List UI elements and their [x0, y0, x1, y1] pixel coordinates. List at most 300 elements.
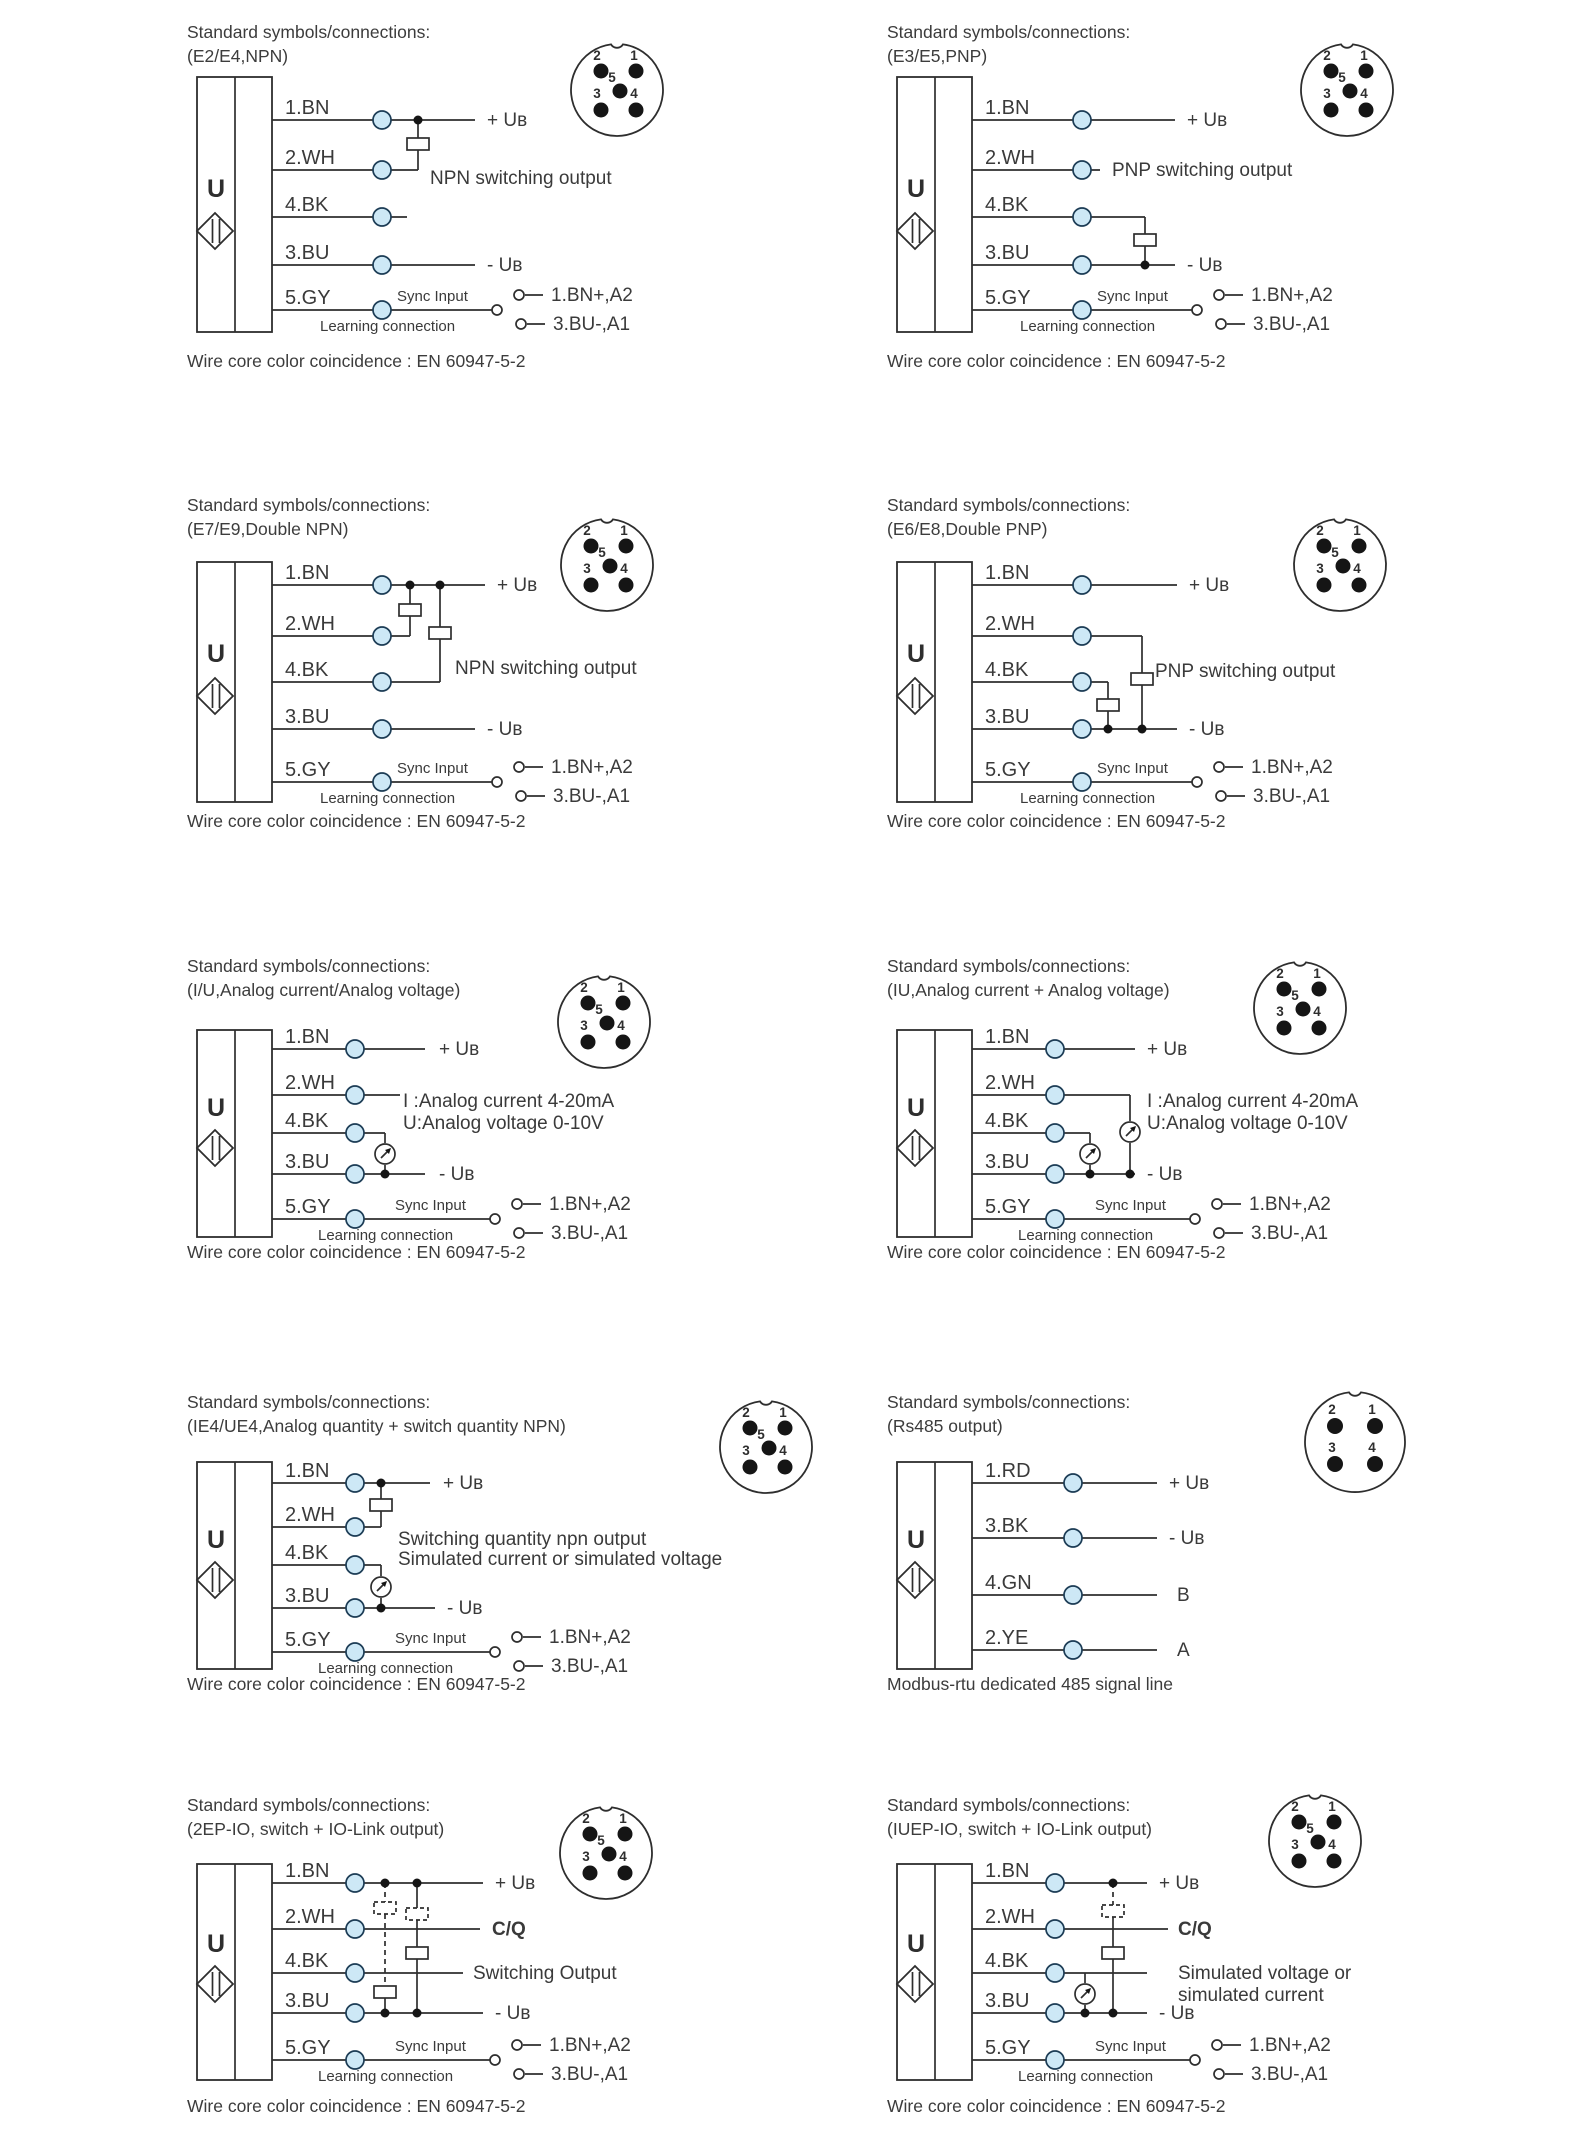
wire-connection-point — [1073, 256, 1091, 274]
terminal-label-plus: 1.BN+,A2 — [1251, 757, 1333, 778]
block-footer-note: Wire core color coincidence : EN 60947-5-2 — [187, 351, 526, 371]
junction-dot — [413, 1879, 422, 1888]
block-subtitle: (Rs485 output) — [887, 1416, 1003, 1436]
pin-dot — [1296, 1002, 1311, 1017]
wire-label: 5.GY — [285, 1629, 331, 1651]
wire-connection-point — [1046, 1040, 1064, 1058]
wire-connection-point — [346, 1643, 364, 1661]
wire-label: 2.WH — [985, 1072, 1035, 1094]
block-subtitle: (IU,Analog current + Analog voltage) — [887, 980, 1170, 1000]
supply-plus-label: + Uʙ — [1187, 110, 1228, 131]
wire-label: 4.BK — [985, 1110, 1029, 1132]
junction-dot — [1109, 1879, 1118, 1888]
junction-dot — [1109, 2009, 1118, 2018]
pin-number: 1 — [779, 1405, 787, 1420]
terminal-label-plus: 1.BN+,A2 — [549, 1194, 631, 1215]
block-footer-note: Wire core color coincidence : EN 60947-5-2 — [187, 1242, 526, 1262]
terminal-circle — [516, 791, 526, 801]
output-label: Switching Output — [473, 1963, 617, 1984]
wire-label: 2.WH — [985, 1906, 1035, 1928]
sync-input-label: Sync Input — [395, 2038, 466, 2055]
supply-minus-label: - Uʙ — [439, 1164, 475, 1185]
wire-label: 3.BU — [985, 1151, 1030, 1173]
pin-dot — [1277, 982, 1292, 997]
wire-connection-point — [346, 1165, 364, 1183]
sensor-symbol — [897, 77, 972, 332]
block-title: Standard symbols/connections: — [187, 495, 431, 515]
pin-number: 5 — [1306, 1821, 1314, 1836]
pin-number: 3 — [1328, 1440, 1336, 1455]
terminal-label-plus: 1.BN+,A2 — [1249, 2035, 1331, 2056]
wire-label: 1.BN — [985, 1028, 1030, 1048]
block-subtitle: (E7/E9,Double NPN) — [187, 519, 349, 539]
wire-label: 2.WH — [985, 147, 1035, 169]
sync-input-label: Sync Input — [1095, 2038, 1166, 2055]
pin-number: 1 — [1368, 1402, 1376, 1417]
wire-connection-point — [1064, 1586, 1082, 1604]
supply-plus-label: + Uʙ — [1147, 1039, 1188, 1060]
wire-connection-point — [346, 1964, 364, 1982]
sensor-symbol — [197, 1462, 272, 1669]
sensor-diamond-icon — [897, 1562, 933, 1598]
sensor-symbol — [897, 1462, 972, 1669]
wiring-diagram — [885, 1460, 1445, 1705]
sensor-diamond-icon — [197, 1130, 233, 1166]
learning-connection-label: Learning connection — [1018, 2068, 1154, 2085]
wire-label: 4.BK — [985, 1950, 1029, 1972]
sensor-symbol — [197, 1030, 272, 1237]
learning-connection-label: Learning connection — [320, 318, 456, 335]
pin-number: 3 — [1276, 1004, 1284, 1019]
supply-minus-label: - Uʙ — [1159, 2003, 1195, 2024]
supply-minus-label: - Uʙ — [1147, 1164, 1183, 1185]
wire-connection-point — [1073, 673, 1091, 691]
pin-number: 1 — [630, 48, 638, 63]
cq-label: C/Q — [1178, 1919, 1212, 1940]
wire-connection-point — [1046, 2004, 1064, 2022]
wire-connection-point — [346, 1599, 364, 1617]
learning-connection-label: Learning connection — [318, 1660, 454, 1677]
terminal-label-minus: 3.BU-,A1 — [553, 786, 631, 807]
terminal-circle — [514, 290, 524, 300]
sensor-u-label: U — [906, 1094, 926, 1122]
rs485-a-label: A — [1177, 1640, 1190, 1661]
sensor-diamond-icon — [197, 1966, 233, 2002]
block-footer-note: Wire core color coincidence : EN 60947-5-2 — [887, 2096, 1226, 2116]
sensor-u-label: U — [206, 175, 226, 203]
terminal-label-minus: 3.BU-,A1 — [551, 1656, 629, 1677]
block-subtitle: (E2/E4,NPN) — [187, 46, 289, 66]
load-resistor-icon — [370, 1499, 392, 1511]
output-label: U:Analog voltage 0-10V — [1147, 1113, 1348, 1134]
sensor-u-label: U — [206, 640, 226, 668]
wiring-diagram — [885, 75, 1445, 365]
terminal-circle — [1212, 1199, 1222, 1209]
supply-plus-label: + Uʙ — [495, 1873, 536, 1894]
terminal-label-plus: 1.BN+,A2 — [549, 1627, 631, 1648]
rs485-b-label: B — [1177, 1585, 1190, 1606]
pin-dot — [778, 1421, 793, 1436]
wire-connection-point — [346, 1518, 364, 1536]
wire-label: 1.BN — [985, 1862, 1030, 1882]
wire-label: 4.BK — [285, 659, 329, 681]
sensor-diamond-icon — [897, 678, 933, 714]
terminal-circle — [514, 1661, 524, 1671]
wire-connection-point — [373, 673, 391, 691]
wire-label: 4.BK — [285, 194, 329, 216]
block-footer-note: Wire core color coincidence : EN 60947-5-2 — [187, 1674, 526, 1694]
wire-connection-point — [373, 256, 391, 274]
terminal-circle — [1216, 791, 1226, 801]
learning-connection-label: Learning connection — [320, 790, 456, 807]
learning-connection-label: Learning connection — [318, 1227, 454, 1244]
pin-dot — [1317, 539, 1332, 554]
output-label: PNP switching output — [1112, 160, 1293, 181]
terminal-label-plus: 1.BN+,A2 — [549, 2035, 631, 2056]
sync-end-circle — [490, 2055, 500, 2065]
block-subtitle: (I/U,Analog current/Analog voltage) — [187, 980, 461, 1000]
junction-dot — [436, 581, 445, 590]
block-footer-note: Wire core color coincidence : EN 60947-5-2 — [187, 2096, 526, 2116]
wire-connection-point — [1046, 2051, 1064, 2069]
output-label: I :Analog current 4-20mA — [403, 1091, 615, 1112]
block-title: Standard symbols/connections: — [187, 956, 431, 976]
sensor-u-label: U — [206, 1930, 226, 1958]
block-title: Standard symbols/connections: — [187, 22, 431, 42]
junction-dot — [1081, 2009, 1090, 2018]
wire-connection-point — [373, 208, 391, 226]
pin-number: 3 — [1316, 561, 1324, 576]
wire-label: 5.GY — [985, 287, 1031, 309]
wiring-diagram — [185, 1862, 745, 2117]
wire-label: 1.BN — [285, 1028, 330, 1048]
pin-number: 3 — [593, 86, 601, 101]
sensor-diamond-icon — [897, 213, 933, 249]
output-label: U:Analog voltage 0-10V — [403, 1113, 604, 1134]
wire-connection-point — [373, 627, 391, 645]
load-resistor-icon — [429, 627, 451, 639]
junction-dot — [377, 1604, 386, 1613]
junction-dot — [381, 1879, 390, 1888]
sensor-u-label: U — [906, 640, 926, 668]
wire-connection-point — [1064, 1529, 1082, 1547]
learning-connection-label: Learning connection — [318, 2068, 454, 2085]
wiring-diagram — [185, 560, 745, 835]
block-title: Standard symbols/connections: — [887, 495, 1131, 515]
junction-dot — [1104, 725, 1113, 734]
sync-input-label: Sync Input — [395, 1197, 466, 1214]
wire-connection-point — [346, 1874, 364, 1892]
sync-input-label: Sync Input — [395, 1630, 466, 1647]
wire-connection-point — [346, 1920, 364, 1938]
junction-dot — [377, 1479, 386, 1488]
supply-plus-label: + Uʙ — [439, 1039, 480, 1060]
wire-connection-point — [1073, 720, 1091, 738]
supply-plus-label: + Uʙ — [443, 1473, 484, 1494]
pin-number: 4 — [617, 1018, 625, 1033]
wire-label: 5.GY — [985, 1196, 1031, 1218]
pin-dot — [1327, 1815, 1342, 1830]
wire-connection-point — [373, 161, 391, 179]
pin-number: 2 — [1323, 48, 1331, 63]
pin-number: 5 — [757, 1427, 765, 1442]
wire-label: 3.BU — [285, 242, 330, 264]
wire-connection-point — [346, 1124, 364, 1142]
wire-connection-point — [1073, 301, 1091, 319]
pin-dot — [1312, 982, 1327, 997]
sync-end-circle — [1192, 305, 1202, 315]
sensor-diamond-icon — [197, 1562, 233, 1598]
wire-label: 3.BU — [285, 706, 330, 728]
block-footer-note: Wire core color coincidence : EN 60947-5-2 — [887, 351, 1226, 371]
pin-number: 3 — [1291, 1837, 1299, 1852]
wire-connection-point — [346, 2004, 364, 2022]
load-resistor-icon — [374, 1902, 396, 1914]
wire-label: 1.BN — [285, 562, 330, 584]
pin-dot — [1311, 1835, 1326, 1850]
junction-dot — [1126, 1170, 1135, 1179]
wire-connection-point — [346, 1086, 364, 1104]
block-footer-note: Wire core color coincidence : EN 60947-5-2 — [887, 811, 1226, 831]
wire-connection-point — [1064, 1474, 1082, 1492]
sensor-u-label: U — [206, 1526, 226, 1554]
block-subtitle: (E3/E5,PNP) — [887, 46, 988, 66]
wire-connection-point — [346, 2051, 364, 2069]
pin-number: 4 — [1360, 86, 1368, 101]
learning-connection-label: Learning connection — [1018, 1227, 1154, 1244]
sync-end-circle — [490, 1647, 500, 1657]
pin-number: 3 — [583, 561, 591, 576]
supply-minus-label: - Uʙ — [447, 1598, 483, 1619]
wiring-diagram — [185, 1460, 745, 1705]
wire-connection-point — [1073, 208, 1091, 226]
wire-connection-point — [1046, 1964, 1064, 1982]
terminal-circle — [1212, 2040, 1222, 2050]
block-footer-note: Modbus-rtu dedicated 485 signal line — [887, 1674, 1174, 1694]
pin-number: 4 — [620, 561, 628, 576]
supply-plus-label: + Uʙ — [497, 575, 538, 596]
sync-end-circle — [492, 305, 502, 315]
pin-number: 1 — [1353, 523, 1361, 538]
wire-label: 3.BK — [985, 1515, 1029, 1537]
sensor-diamond-icon — [897, 1966, 933, 2002]
wire-connection-point — [1073, 111, 1091, 129]
pin-number: 5 — [598, 545, 606, 560]
cq-label: C/Q — [492, 1919, 526, 1940]
pin-number: 4 — [779, 1443, 787, 1458]
load-resistor-icon — [407, 138, 429, 150]
sensor-u-label: U — [206, 1094, 226, 1122]
pin-dot — [1352, 539, 1367, 554]
block-subtitle: (IUEP-IO, switch + IO-Link output) — [887, 1819, 1153, 1839]
pin-number: 1 — [620, 523, 628, 538]
junction-dot — [1086, 1170, 1095, 1179]
sensor-u-label: U — [906, 1526, 926, 1554]
pin-number: 2 — [583, 523, 591, 538]
terminal-label-minus: 3.BU-,A1 — [551, 1223, 629, 1244]
pin-dot — [1327, 1418, 1343, 1434]
wiring-diagram — [185, 1028, 745, 1273]
wire-label: 1.BN — [285, 97, 330, 119]
terminal-label-minus: 3.BU-,A1 — [1251, 1223, 1329, 1244]
block-title: Standard symbols/connections: — [887, 956, 1131, 976]
supply-plus-label: + Uʙ — [1189, 575, 1230, 596]
pin-number: 4 — [1368, 1440, 1376, 1455]
wire-label: 3.BU — [985, 242, 1030, 264]
pin-dot — [778, 1460, 793, 1475]
wire-connection-point — [1073, 627, 1091, 645]
wire-connection-point — [346, 1474, 364, 1492]
pin-number: 5 — [1291, 988, 1299, 1003]
wire-connection-point — [1046, 1165, 1064, 1183]
load-resistor-icon — [1102, 1905, 1124, 1917]
junction-dot — [1141, 261, 1150, 270]
wiring-diagram — [185, 75, 745, 365]
supply-minus-label: - Uʙ — [487, 719, 523, 740]
wire-label: 4.BK — [285, 1110, 329, 1132]
sensor-symbol — [197, 1864, 272, 2080]
pin-number: 4 — [630, 86, 638, 101]
supply-minus-label: - Uʙ — [495, 2003, 531, 2024]
terminal-circle — [516, 319, 526, 329]
load-resistor-icon — [1097, 699, 1119, 711]
terminal-label-minus: 3.BU-,A1 — [1251, 2064, 1329, 2085]
wire-connection-point — [346, 1040, 364, 1058]
block-subtitle: (E6/E8,Double PNP) — [887, 519, 1048, 539]
output-label: Simulated voltage or — [1178, 1963, 1352, 1984]
pin-dot — [584, 539, 599, 554]
pin-number: 5 — [1331, 545, 1339, 560]
wire-label: 4.GN — [985, 1572, 1032, 1594]
supply-minus-label: - Uʙ — [487, 255, 523, 276]
wire-label: 5.GY — [285, 287, 331, 309]
wire-label: 2.WH — [285, 1504, 335, 1526]
block-footer-note: Wire core color coincidence : EN 60947-5-2 — [887, 1242, 1226, 1262]
wire-connection-point — [373, 773, 391, 791]
sensor-diamond-icon — [197, 678, 233, 714]
learning-connection-label: Learning connection — [1020, 318, 1156, 335]
wire-connection-point — [346, 1210, 364, 1228]
wire-label: 3.BU — [985, 1990, 1030, 2012]
block-footer-note: Wire core color coincidence : EN 60947-5-2 — [187, 811, 526, 831]
pin-number: 3 — [580, 1018, 588, 1033]
junction-dot — [381, 1170, 390, 1179]
pin-number: 4 — [1313, 1004, 1321, 1019]
terminal-circle — [1214, 1228, 1224, 1238]
output-label: Switching quantity npn output — [398, 1529, 647, 1550]
pin-number: 1 — [1328, 1799, 1336, 1814]
output-label: I :Analog current 4-20mA — [1147, 1091, 1359, 1112]
pin-dot — [1292, 1815, 1307, 1830]
block-subtitle: (IE4/UE4,Analog quantity + switch quantity NPN) — [187, 1416, 566, 1436]
sync-end-circle — [492, 777, 502, 787]
terminal-circle — [1214, 290, 1224, 300]
sync-input-label: Sync Input — [1097, 760, 1168, 777]
wire-connection-point — [1073, 161, 1091, 179]
terminal-circle — [514, 2069, 524, 2079]
junction-dot — [381, 2009, 390, 2018]
pin-number: 1 — [1360, 48, 1368, 63]
wire-label: 2.WH — [285, 1906, 335, 1928]
sensor-symbol — [897, 1030, 972, 1237]
load-resistor-icon — [406, 1908, 428, 1920]
pin-dot — [616, 996, 631, 1011]
supply-minus-label: - Uʙ — [1187, 255, 1223, 276]
wire-label: 2.YE — [985, 1627, 1029, 1649]
wire-label: 1.RD — [985, 1460, 1031, 1482]
wire-connection-point — [373, 301, 391, 319]
output-label: Simulated current or simulated voltage — [398, 1549, 723, 1570]
junction-dot — [414, 116, 423, 125]
pin-number: 3 — [742, 1443, 750, 1458]
wire-label: 4.BK — [285, 1950, 329, 1972]
wire-label: 3.BU — [285, 1990, 330, 2012]
terminal-label-minus: 3.BU-,A1 — [551, 2064, 629, 2085]
sync-input-label: Sync Input — [397, 760, 468, 777]
terminal-label-plus: 1.BN+,A2 — [1251, 285, 1333, 306]
learning-connection-label: Learning connection — [1020, 790, 1156, 807]
sync-end-circle — [1190, 2055, 1200, 2065]
wire-label: 3.BU — [285, 1151, 330, 1173]
wire-connection-point — [1046, 1086, 1064, 1104]
wire-label: 1.BN — [285, 1460, 330, 1482]
load-resistor-icon — [374, 1986, 396, 1998]
terminal-circle — [514, 762, 524, 772]
pin-dot — [762, 1441, 777, 1456]
supply-minus-label: - Uʙ — [1169, 1528, 1205, 1549]
block-subtitle: (2EP-IO, switch + IO-Link output) — [187, 1819, 445, 1839]
terminal-circle — [512, 1632, 522, 1642]
wire-connection-point — [373, 720, 391, 738]
wire-label: 4.BK — [285, 1542, 329, 1564]
wire-label: 3.BU — [985, 706, 1030, 728]
wire-connection-point — [1046, 1920, 1064, 1938]
wiring-diagram — [885, 1862, 1445, 2117]
wiring-diagram — [885, 560, 1445, 835]
terminal-circle — [1216, 319, 1226, 329]
wire-label: 1.BN — [985, 562, 1030, 584]
pin-number: 1 — [619, 1811, 627, 1826]
wire-label: 1.BN — [285, 1862, 330, 1882]
pin-number: 2 — [582, 1811, 590, 1826]
sync-input-label: Sync Input — [397, 288, 468, 305]
pin-number: 2 — [1316, 523, 1324, 538]
sensor-symbol — [197, 77, 272, 332]
wire-connection-point — [346, 1556, 364, 1574]
supply-plus-label: + Uʙ — [487, 110, 528, 131]
sensor-diamond-icon — [197, 213, 233, 249]
wire-connection-point — [1073, 576, 1091, 594]
pin-number: 2 — [742, 1405, 750, 1420]
supply-minus-label: - Uʙ — [1189, 719, 1225, 740]
terminal-label-minus: 3.BU-,A1 — [1253, 314, 1331, 335]
terminal-label-minus: 3.BU-,A1 — [1253, 786, 1331, 807]
terminal-label-plus: 1.BN+,A2 — [551, 285, 633, 306]
wire-label: 5.GY — [285, 2037, 331, 2059]
block-title: Standard symbols/connections: — [887, 22, 1131, 42]
pin-dot — [618, 1827, 633, 1842]
sensor-symbol — [197, 562, 272, 802]
load-resistor-icon — [406, 1947, 428, 1959]
output-label: NPN switching output — [430, 168, 612, 189]
pin-dot — [583, 1827, 598, 1842]
wire-connection-point — [1064, 1641, 1082, 1659]
terminal-label-minus: 3.BU-,A1 — [553, 314, 631, 335]
wire-connection-point — [1046, 1874, 1064, 1892]
pin-number: 2 — [580, 980, 588, 995]
pin-dot — [619, 539, 634, 554]
sensor-symbol — [897, 1864, 972, 2080]
